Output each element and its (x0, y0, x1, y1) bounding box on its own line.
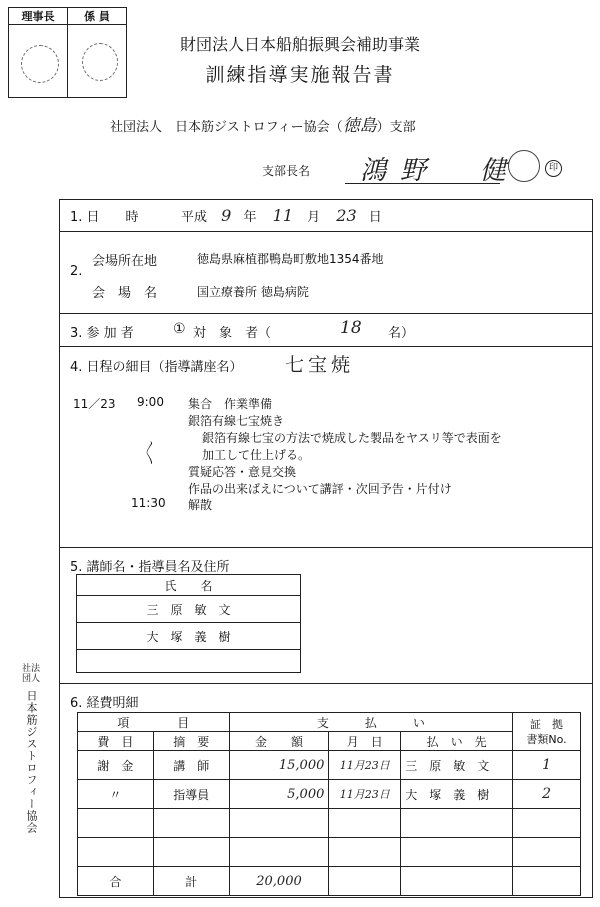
expense-sub-category: 費 目 (78, 732, 154, 751)
venue-name-value: 国立療養所 徳島病院 (197, 285, 309, 299)
schedule-line: 銀箔有線七宝の方法で焼成した製品をヤスリ等で表面を (202, 431, 502, 445)
schedule-start-time: 9:00 (137, 395, 164, 409)
side-org-text: 日本筋ジストロフィー協会 (25, 690, 38, 834)
date-day: 23 (336, 206, 357, 225)
expense-amount: 15,000 (229, 751, 329, 780)
table-row (78, 780, 581, 809)
expense-category: 〃 (78, 780, 154, 809)
expense-sub-date: 月 日 (329, 732, 401, 751)
instructor-name: 大 塚 義 樹 (77, 623, 301, 650)
expense-header-proof (513, 713, 581, 751)
schedule-tilde: 〱 (144, 446, 157, 460)
participant-count: 18 (340, 318, 362, 338)
total-label-right: 計 (153, 867, 229, 896)
schedule-line: 銀箔有線七宝焼き (188, 414, 285, 428)
venue-address-label: 会場所在地 (92, 254, 158, 269)
total-row (78, 867, 581, 896)
seal-stamp-icon (82, 43, 118, 81)
proof-doc-no-label: 書類No. (526, 732, 567, 746)
date-year: 9 (221, 206, 232, 225)
schedule-line: 加工して仕上げる。 (202, 448, 311, 462)
proof-label: 証 拠 (530, 717, 564, 731)
instructor-name: 三 原 敏 文 (77, 596, 301, 623)
expense-sub-description: 摘 要 (153, 732, 229, 751)
name-underline (345, 183, 500, 184)
expense-table (77, 712, 581, 896)
divider (59, 231, 593, 232)
table-row (78, 838, 581, 867)
expense-description: 講 師 (153, 751, 229, 780)
stamp-cell-director (9, 25, 68, 98)
organization-line (110, 111, 416, 136)
expense-date: 11月23日 (329, 780, 401, 809)
divider (59, 547, 593, 548)
expense-description: 指導員 (153, 780, 229, 809)
target-label: 対 象 者（ (193, 326, 272, 341)
stamp-cell-clerk (68, 25, 127, 98)
total-amount: 20,000 (229, 867, 329, 896)
expense-category: 謝 金 (78, 751, 154, 780)
table-row (78, 809, 581, 838)
title-line-2: 訓練指導実施報告書 (205, 64, 395, 86)
expense-doc-no: 1 (513, 751, 581, 780)
date-era: 平成 (181, 210, 208, 225)
branch-head-name: 鴻野 健 (360, 156, 521, 186)
expense-header-item: 項 目 (78, 713, 230, 732)
expense-amount: 5,000 (229, 780, 329, 809)
stamp-head-director: 理事長 (9, 8, 68, 25)
org-branch: 徳島 (342, 116, 377, 136)
venue-address-value: 徳島県麻植郡鴨島町敷地1354番地 (197, 252, 384, 266)
schedule-line: 質疑応答・意見交換 (188, 465, 297, 479)
org-suffix: ）支部 (376, 120, 416, 135)
date-month: 11 (272, 206, 293, 225)
branch-head-label: 支部長名 (262, 164, 311, 178)
expense-payee: 三 原 敏 文 (401, 751, 513, 780)
seal-mark: 印 (545, 160, 562, 177)
schedule-line: 作品の出来ばえについて講評・次回予告・片付け (188, 482, 452, 496)
divider (59, 346, 593, 347)
date-value (181, 206, 382, 225)
instructor-empty-row (77, 650, 301, 673)
expense-header-payment: 支 払 い (229, 713, 512, 732)
date-year-unit: 年 (243, 210, 257, 225)
title-line-1: 財団法人日本船舶振興会補助事業 (179, 35, 420, 54)
expense-payee: 大 塚 義 樹 (401, 780, 513, 809)
participants-mark: ① (173, 321, 186, 337)
date-month-unit: 月 (307, 210, 321, 225)
divider (59, 313, 593, 314)
total-label-left: 合 (78, 867, 154, 896)
schedule-date: 11／23 (73, 397, 116, 411)
expense-label: 6. 経費明細 (70, 696, 139, 711)
date-day-unit: 日 (368, 210, 382, 225)
expense-sub-amount: 金 額 (229, 732, 329, 751)
expense-date: 11月23日 (329, 751, 401, 780)
date-label: 1. 日 時 (70, 210, 139, 225)
expense-doc-no: 2 (513, 780, 581, 809)
participant-unit: 名） (388, 326, 415, 341)
approval-stamp-box (8, 7, 127, 98)
seal-stamp-icon (21, 45, 59, 83)
side-org-small: 社法 団人 (22, 664, 41, 684)
instructor-table (76, 574, 301, 673)
venue-name-label: 会 場 名 (92, 286, 158, 301)
schedule-end: 解散 (188, 498, 213, 512)
schedule-end-time: 11:30 (131, 496, 166, 510)
instructor-col-header: 氏 名 (77, 575, 301, 596)
personal-seal-icon (508, 150, 540, 182)
venue-section-number: 2. (70, 264, 83, 279)
schedule-line: 集合 作業準備 (188, 397, 273, 411)
org-prefix: 社団法人 日本筋ジストロフィー協会（ (110, 120, 343, 135)
instructors-label: 5. 講師名・指導員名及住所 (70, 560, 230, 575)
stamp-head-clerk: 係 員 (68, 8, 127, 25)
participants-label: 3. 参 加 者 (70, 326, 134, 341)
schedule-label: 4. 日程の細目（指導講座名） (70, 360, 243, 375)
table-row (78, 751, 581, 780)
course-name: 七宝焼 (285, 354, 355, 376)
divider (59, 683, 593, 684)
expense-sub-payee: 払 い 先 (401, 732, 513, 751)
